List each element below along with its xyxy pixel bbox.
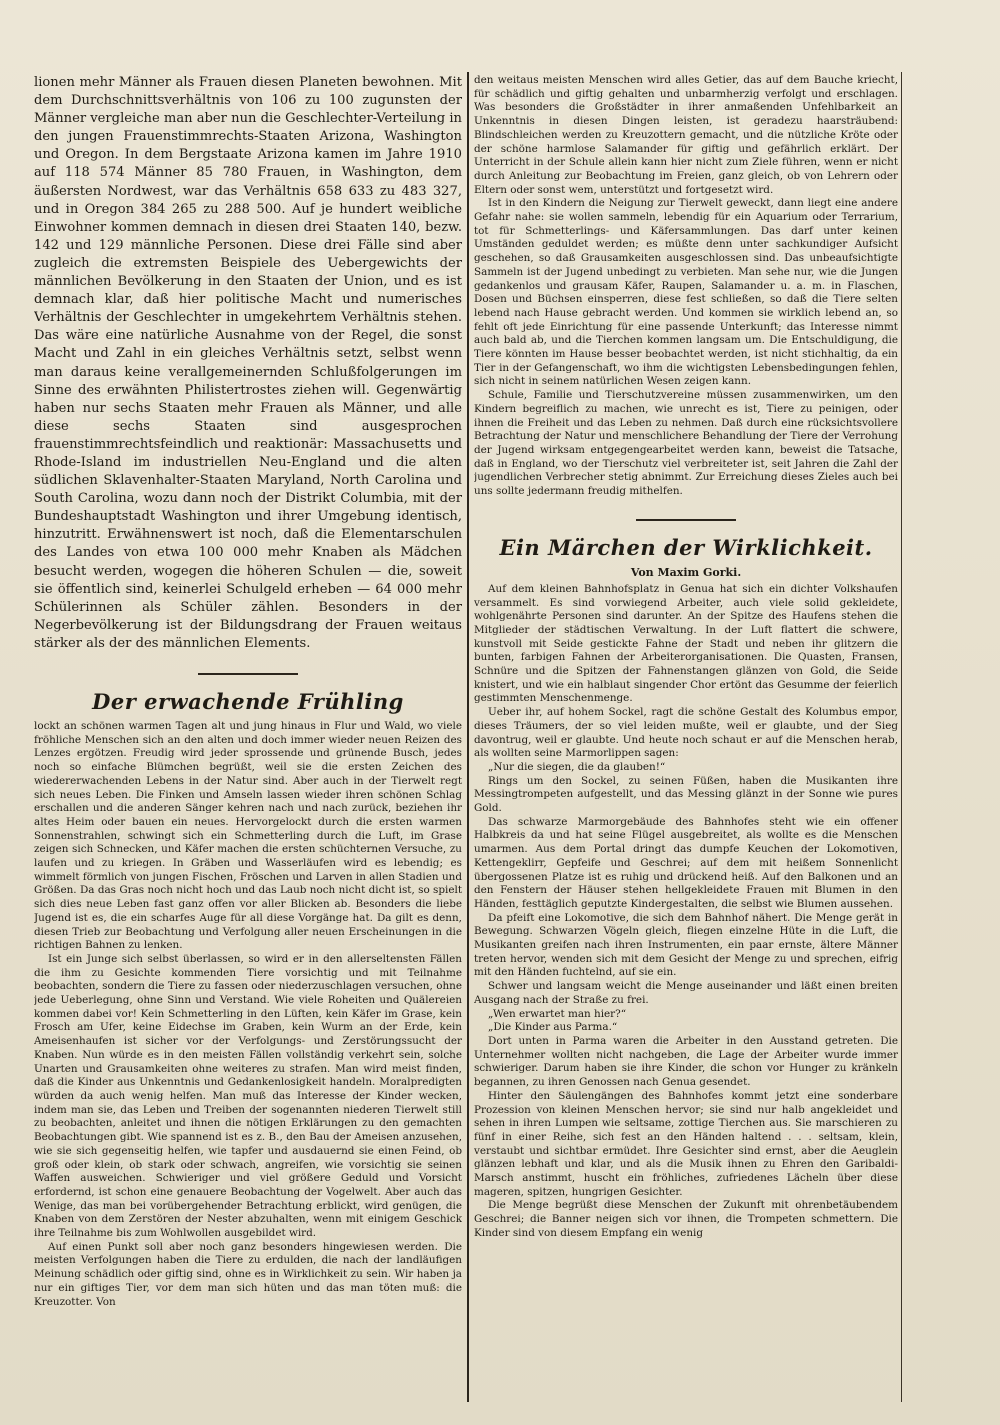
article-paragraph: Schule, Familie und Tierschutzvereine müssen zusammenwirken, um den Kindern begreiflich zu machen, wie unrecht es ist, Tiere zu peinigen, oder ihnen die Freiheit und das Leben zu nehmen. Daß durch eine rücksichtsvollere Betrachtung der Natur und menschlichere Behandlung der Tiere der Verrohung der Jugend wirksam entgegengearbeitet werden kann, beweist die Tatsache, daß in England, wo der Tierschutz viel verbreiteter ist, seit Jahren die Zahl der jugendlichen Verbrecher stetig abnimmt. Zur Erreichung dieses Zieles auch bei uns sollte jedermann freudig mithelfen. bbox=[474, 389, 898, 498]
article-paragraph: Auf einen Punkt soll aber noch ganz besonders hingewiesen werden. Die meisten Verfolgungen haben die Tiere zu erdulden, die nach der landläufigen Meinung schädlich oder giftig sind, ohne es in Wirklichkeit zu sein. Wir haben ja nur ein giftiges Tier, vor dem man sich hüten und das man töten muß: die Kreuzotter. Von bbox=[34, 1240, 462, 1308]
column-divider bbox=[467, 72, 469, 1402]
article-paragraph: Ist in den Kindern die Neigung zur Tierwelt geweckt, dann liegt eine andere Gefahr nahe: sie wollen sammeln, lebendig für ein Aquarium oder Terrarium, tot für Schmetterlings- und Käfersammlungen. Das darf unter keinen Umständen geduldet werden; es müßte denn unter sachkundiger Aufsicht geschehen, so daß Grausamkeiten ausgeschlossen sind. Das unbeaufsichtigte Sammeln ist der Jugend unbedingt zu verbieten. Man sehe nur, wie die Jungen gedankenlos und grausam Käfer, Raupen, Salamander u. a. m. in Flaschen, Dosen und Büchsen einsperren, diese fest schließen, so daß die Tiere selten lebend nach Hause gebracht werden. Und kommen sie wirklich lebend an, so fehlt oft jede Einrichtung für eine passende Unterkunft; das Interesse nimmt auch bald ab, und die Tierchen kommen langsam um. Die Entschuldigung, die Tiere könnten im Hause besser beobachtet werden, ist nicht stichhaltig, da ein Tier in der Gefangenschaft, wo ihm die wichtigsten Lebensbedingungen fehlen, sich nicht in seinem natürlichen Wesen zeigen kann. bbox=[474, 197, 898, 388]
section-divider bbox=[636, 519, 736, 521]
column-edge-rule bbox=[901, 72, 902, 1402]
article-paragraph: Ist ein Junge sich selbst überlassen, so wird er in den allerseltensten Fällen die ihm zu Gesichte kommenden Tiere vorsichtig und mit Teilnahme beobachten, sondern die Tiere zu fassen oder niederzuschlagen versuchen, ohne jede Ueberlegung, ohne Sinn und Verstand. Wie viele Roheiten und Quälereien kommen dabei vor! Kein Schmetterling in den Lüften, kein Käfer im Grase, kein Frosch am Ufer, keine Eidechse im Graben, kein Wurm an der Erde, kein Ameisenhaufen ist sicher vor der Verfolgungs- und Zerstörungssucht der Knaben. Nun würde es in den meisten Fällen vollständig verkehrt sein, solche Unarten und Grausamkeiten ohne weiteres zu strafen. Man wird meist finden, daß die Kinder aus Unkenntnis und Gedankenlosigkeit handeln. Moralpredigten würden da auch wenig helfen. Man muß das Interesse der Kinder wecken, indem man sie, das Leben und Treiben der sogenannten niederen Tierwelt still zu beobachten, anleitet und ihnen die nötigen Erklärungen zu den gemachten Beobachtungen gibt. Wie spannend ist es z. B., den Bau der Ameisen anzusehen, wie sie sich gegenseitig helfen, wie tapfer und ausdauernd sie einen Feind, ob groß oder klein, ob stark oder schwach, angreifen, wie vorsichtig sie seinen Waffen ausweichen. Schwieriger und viel größere Geduld und Vorsicht erfordernd, ist schon eine genauere Beobachtung der Vogelwelt. Aber auch das Wenige, das man bei vorübergehender Betrachtung erblickt, wird genügen, die Knaben von dem Zerstören der Nester abzuhalten, wenn mit einigem Geschick ihre Teilnahme bis zum Wohlwollen ausgebildet wird. bbox=[34, 952, 462, 1240]
article-paragraph: Dort unten in Parma waren die Arbeiter in den Ausstand getreten. Die Unternehmer wollten nicht nachgeben, die Lage der Arbeiter wurde immer schwieriger. Darum haben sie ihre Kinder, die schon vor Hunger zu kränkeln begannen, zu ihren Genossen nach Genua gesendet. bbox=[474, 1035, 898, 1089]
article-paragraph: Auf dem kleinen Bahnhofsplatz in Genua hat sich ein dichter Volkshaufen versammelt. Es sind vorwiegend Arbeiter, auch viele solid gekleidete, wohlgenährte Personen sind darunter. An der Spitze des Haufens stehen die Mitglieder der städtischen Verwaltung. In der Luft flattert die schwere, kunstvoll mit Seide gestickte Fahne der Stadt und neben ihr glitzern die bunten, farbigen Fahnen der Arbeiterorganisationen. Die Quasten, Fransen, Schnüre und die Spitzen der Fahnenstangen glänzen von Gold, die Seide knistert, und wie ein halblaut singender Chor ertönt das Gesumme der feierlich gestimmten Menschenmenge. bbox=[474, 582, 898, 705]
left-column bbox=[34, 74, 462, 1401]
article-paragraph: lockt an schönen warmen Tagen alt und jung hinaus in Flur und Wald, wo viele fröhliche Menschen sich an den alten und doch immer wieder neuen Reizen des Lenzes ergötzen. Freudig wird jeder sprossende und grünende Busch, jedes noch so einfache Blümchen begrüßt, weil sie die ersten Zeichen des wiedererwachenden Lebens in der Natur sind. Aber auch in der Tierwelt regt sich neues Leben. Die Finken und Amseln lassen wieder ihren schönen Schlag erschallen und die anderen Sänger kehren nach und nach zurück, beziehen ihr altes Heim oder bauen ein neues. Hervorgelockt durch die ersten warmen Sonnenstrahlen, schwingt sich ein Schmetterling durch die Luft, im Grase zeigen sich Schnecken, und Käfer machen die ersten schüchternen Versuche, zu laufen und zu kriegen. In Gräben und Wasserläufen wird es lebendig; es wimmelt förmlich von jungen Fischen, Fröschen und Larven in allen Stadien und Größen. Da das Gras noch nicht hoch und das Laub noch nicht dicht ist, so spielt sich dies neue Leben fast ganz offen vor aller Blicken ab. Besonders die liebe Jugend ist es, die ein scharfes Auge für all diese Vorgänge hat. Da gilt es denn, diesen Trieb zur Beobachtung und Verfolgung aller neuen Erscheinungen in die richtigen Bahnen zu lenken. bbox=[34, 720, 462, 952]
article-paragraph: Die Menge begrüßt diese Menschen der Zukunft mit ohrenbetäubendem Geschrei; die Banner neigen sich vor ihnen, die Trompeten schmettern. Die Kinder sind von diesem Empfang ein wenig bbox=[474, 1199, 898, 1239]
gorki-article-title: Ein Märchen der Wirklichkeit. bbox=[499, 534, 873, 560]
article-paragraph: „Die Kinder aus Parma.“ bbox=[488, 1021, 618, 1034]
section-divider bbox=[198, 673, 298, 675]
suffrage-article bbox=[34, 74, 462, 653]
article-paragraph: Da pfeift eine Lokomotive, die sich dem Bahnhof nähert. Die Menge gerät in Bewegung. Schwarzen Vögeln gleich, fliegen einzelne Hüte in die Luft, die Musikanten greifen nach ihren Instrumenten, ein paar ernste, ältere Männer treten hervor, wenden sich mit dem Gesicht der Menge zu und sprechen, eifrig mit den Händen fuchtelnd, auf sie ein. bbox=[474, 911, 898, 979]
article-byline: Von Maxim Gorki. bbox=[630, 565, 742, 579]
spring-article-title: Der erwachende Frühling bbox=[92, 689, 404, 714]
article-paragraph: den weitaus meisten Menschen wird alles Getier, das auf dem Bauche kriecht, für schädlich und giftig gehalten und unbarmherzig verfolgt und erschlagen. Was besonders die Großstädter in ihrer anmaßenden Unfehlbarkeit an Unkenntnis in diesen Dingen leisten, ist geradezu haarsträubend: Blindschleichen werden zu Kreuzottern gemacht, und die nützliche Kröte oder der schöne harmlose Salamander für giftig und gefährlich erklärt. Der Unterricht in der Schule allein kann hier nicht zum Ziele führen, wenn er nicht durch Anleitung zur Beobachtung im Freien, ganz gleich, ob von Lehrern oder Eltern oder sonst wem, unterstützt und fortgesetzt wird. bbox=[474, 74, 898, 196]
article-paragraph: lionen mehr Männer als Frauen diesen Planeten bewohnen. Mit dem Durchschnittsverhältnis von 106 zu 100 zugunsten der Männer vergleiche man aber nun die Geschlechter-Verteilung in den jungen Frauenstimmrechts-Staaten Arizona, Washington und Oregon. In dem Bergstaate Arizona kamen im Jahre 1910 auf 118 574 Männer 85 780 Frauen, in Washington, dem äußersten Nordwest, war das Verhältnis 658 633 zu 483 327, und in Oregon 384 265 zu 288 500. Auf je hundert weibliche Einwohner kommen demnach in diesen drei Staaten 140, bezw. 142 und 129 männliche Personen. Diese drei Fälle sind aber zugleich die extremsten Beispiele des Uebergewichts der männlichen Bevölkerung in den Staaten der Union, und es ist demnach klar, daß hier politische Macht und numerisches Verhältnis der Geschlechter in umgekehrtem Verhältnis stehen. Das wäre eine natürliche Ausnahme von der Regel, die sonst Macht und Zahl in ein gleiches Verhältnis setzt, selbst wenn man daraus keine verallgemeinernden Schlußfolgerungen im Sinne des erwähnten Philistertrostes ziehen will. Gegenwärtig haben nur sechs Staaten mehr Frauen als Männer, und alle diese sechs Staaten sind ausgesprochen frauenstimmrechtsfeindlich und reaktionär: Massachusetts und Rhode-Island im industriellen Neu-England und die alten südlichen Sklavenhalter-Staaten Maryland, North Carolina und South Carolina, wozu dann noch der Distrikt Columbia, mit der Bundeshauptstadt Washington und ihrer Umgebung identisch, hinzutritt. Erwähnenswert ist noch, daß die Elementarschulen des Landes von etwa 100 000 mehr Knaben als Mädchen besucht werden, wogegen die höheren Schulen — die, soweit sie öffentlich sind, keinerlei Schulgeld erheben — 64 000 mehr Schülerinnen als Schüler zählen. Besonders in der Negerbevölkerung ist der Bildungsdrang der Frauen weitaus stärker als der des männlichen Elements. bbox=[34, 75, 462, 651]
gorki-article bbox=[474, 535, 898, 1241]
right-column bbox=[474, 74, 898, 1401]
article-paragraph: „Nur die siegen, die da glauben!“ bbox=[488, 760, 666, 773]
article-paragraph: Rings um den Sockel, zu seinen Füßen, haben die Musikanten ihre Messingtrompeten aufgestellt, und das Messing glänzt in der Sonne wie pures Gold. bbox=[474, 774, 898, 815]
article-paragraph: Hinter den Säulengängen des Bahnhofes kommt jetzt eine sonderbare Prozession von kleinen Menschen hervor; sie sind nur halb angekleidet und sehen in ihren Lumpen wie seltsame, zottige Tierchen aus. Sie marschieren zu fünf in einer Reihe, sich fest an den Händen haltend . . . seltsam, klein, verstaubt und sichtbar ermüdet. Ihre Gesichter sind ernst, aber die Aeuglein glänzen lebhaft und klar, und als die Musik ihnen zu Ehren den Garibaldi-Marsch anstimmt, huscht ein fröhliches, zufriedenes Lächeln über diese mageren, spitzen, hungrigen Gesichter. bbox=[474, 1089, 898, 1198]
spring-article-continued bbox=[474, 74, 898, 499]
article-paragraph: „Wen erwartet man hier?“ bbox=[488, 1007, 627, 1020]
article-paragraph: Ueber ihr, auf hohem Sockel, ragt die schöne Gestalt des Kolumbus empor, dieses Träumers, der so viel leiden mußte, weil er glaubte, und der Sieg davontrug, weil er glaubte. Und heute noch schaut er auf die Menschen herab, als wollten seine Marmorlippen sagen: bbox=[474, 706, 898, 760]
article-paragraph: Schwer und langsam weicht die Menge auseinander und läßt einen breiten Ausgang nach der Straße zu frei. bbox=[474, 980, 898, 1006]
spring-article bbox=[34, 689, 462, 1309]
article-paragraph: Das schwarze Marmorgebäude des Bahnhofes steht wie ein offener Halbkreis da und hat seine Flügel ausgebreitet, als wollte es die Menschen umarmen. Aus dem Portal dringt das dumpfe Keuchen der Lokomotiven, Kettengeklirr, Gepfeife und Geschrei; auf dem mit heißem Sonnenlicht übergossenen Platze ist es ruhig und drückend heiß. Auf den Balkonen und an den Fenstern der Häuser stehen hellgekleidete Frauen mit Blumen in den Händen, festtäglich geputzte Kindergestalten, die selbst wie Blumen aussehen. bbox=[474, 815, 898, 910]
